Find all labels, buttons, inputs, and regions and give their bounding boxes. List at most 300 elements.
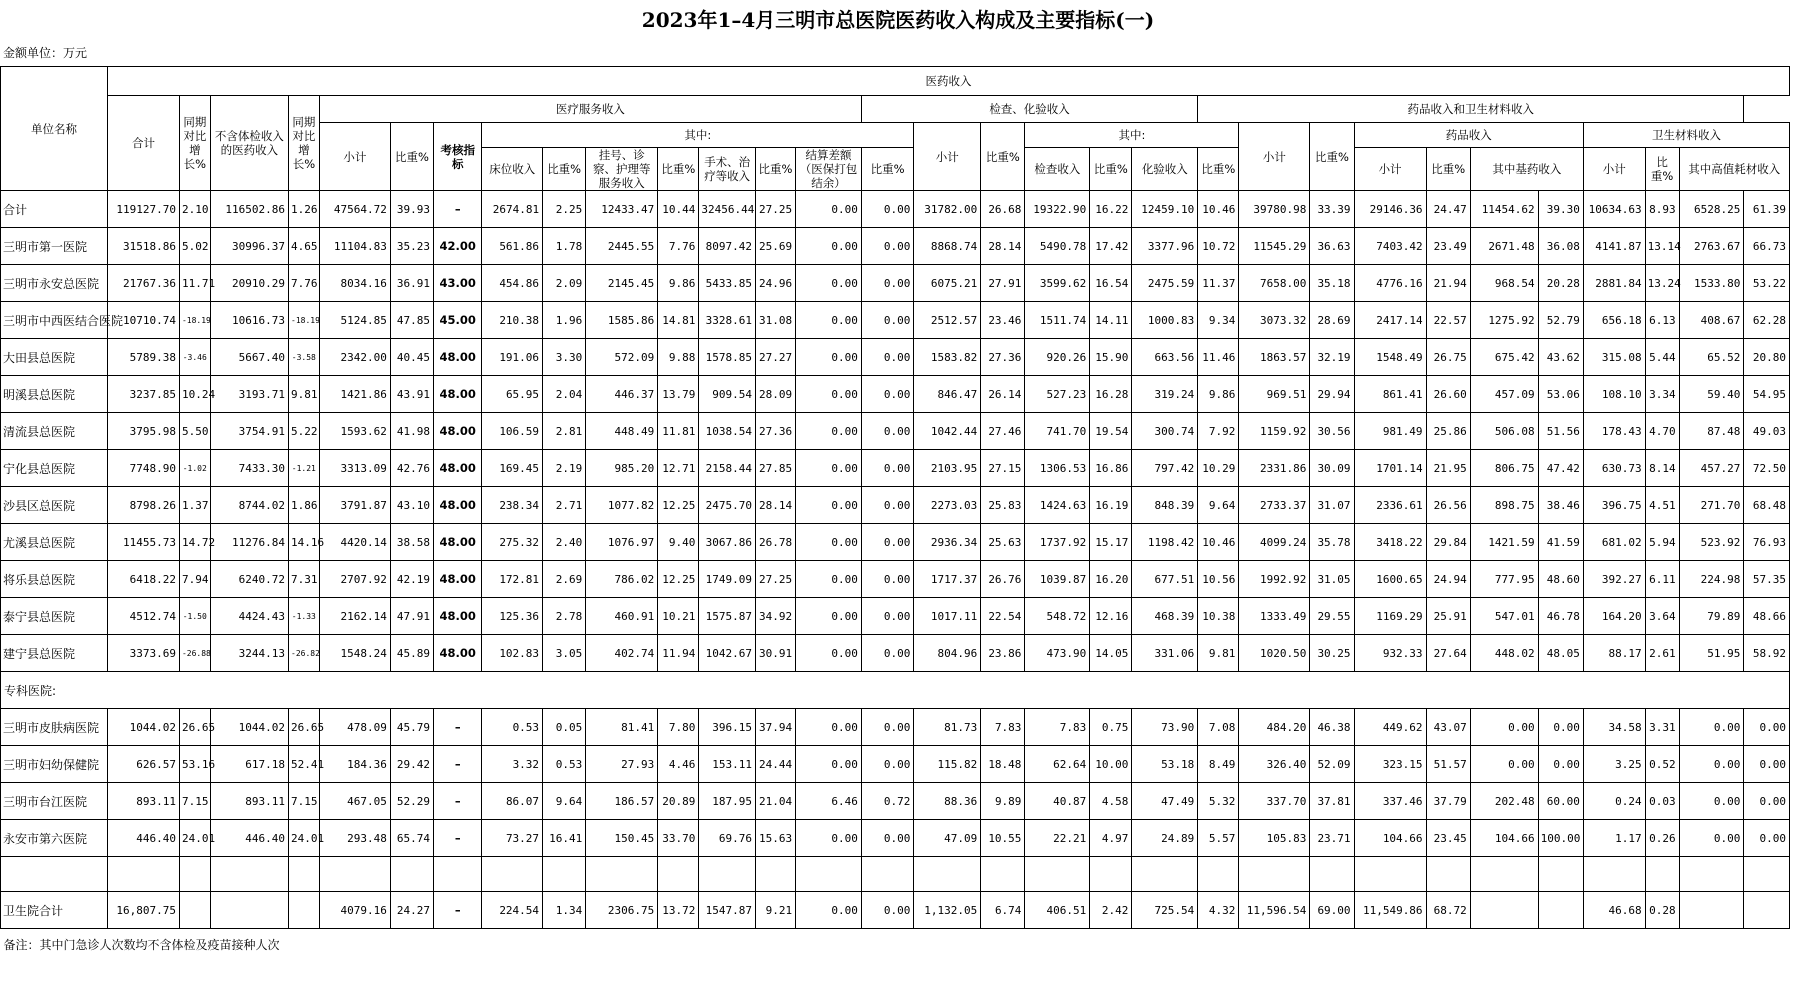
table-cell: 29.42 (390, 746, 433, 783)
table-cell: 202.48 (1470, 783, 1538, 820)
table-cell: 116502.86 (210, 191, 288, 228)
table-cell: 3193.71 (210, 376, 288, 413)
table-cell: 319.24 (1132, 376, 1198, 413)
table-cell: 506.08 (1470, 413, 1538, 450)
empty-cell (1679, 857, 1744, 892)
table-cell: 4.65 (289, 228, 320, 265)
table-cell: 23.86 (981, 635, 1025, 672)
row-name-cell: 清流县总医院 (1, 413, 108, 450)
header-high-value: 其中高值耗材收入 (1679, 148, 1789, 191)
header-exam-subtotal: 小计 (914, 123, 981, 191)
table-cell: 1.26 (289, 191, 320, 228)
header-exam-ratio: 比重% (981, 123, 1025, 191)
table-cell: 446.40 (210, 820, 288, 857)
table-cell: 238.34 (482, 487, 543, 524)
table-cell: 1.37 (179, 487, 210, 524)
table-cell: 14.16 (289, 524, 320, 561)
table-cell: 6075.21 (914, 265, 981, 302)
header-basic-drug: 其中基药收入 (1470, 148, 1583, 191)
table-cell: 5667.40 (210, 339, 288, 376)
table-cell: 178.43 (1583, 413, 1645, 450)
table-cell: 10.21 (658, 598, 699, 635)
table-cell: 3.25 (1583, 746, 1645, 783)
table-cell: 24.27 (390, 892, 433, 929)
table-cell: 43.10 (390, 487, 433, 524)
table-cell: 893.11 (107, 783, 179, 820)
table-cell: 23.49 (1426, 228, 1470, 265)
table-cell: 2.78 (543, 598, 586, 635)
table-cell: 0.53 (543, 746, 586, 783)
table-cell: – (434, 709, 482, 746)
table-cell: 18.48 (981, 746, 1025, 783)
table-cell: 73.90 (1132, 709, 1198, 746)
row-name-cell: 合计 (1, 191, 108, 228)
table-cell: 25.86 (1426, 413, 1470, 450)
table-cell: 53.18 (1132, 746, 1198, 783)
table-cell: 2512.57 (914, 302, 981, 339)
table-cell: 0.00 (861, 892, 913, 929)
table-cell: 5490.78 (1025, 228, 1090, 265)
table-cell: 187.95 (699, 783, 756, 820)
table-cell: 186.57 (586, 783, 658, 820)
table-cell: 10634.63 (1583, 191, 1645, 228)
table-cell: 1548.24 (319, 635, 390, 672)
table-row (1, 413, 1790, 450)
table-cell: 36.63 (1310, 228, 1354, 265)
table-cell: 11.37 (1198, 265, 1239, 302)
table-cell: 57.35 (1744, 561, 1790, 598)
table-cell: 0.75 (1090, 709, 1132, 746)
row-name-cell: 三明市妇幼保健院 (1, 746, 108, 783)
table-cell: 27.85 (755, 450, 795, 487)
table-cell: 46.78 (1538, 598, 1583, 635)
table-cell: 1585.86 (586, 302, 658, 339)
table-cell: 1583.82 (914, 339, 981, 376)
table-cell: 5.94 (1645, 524, 1679, 561)
empty-cell (482, 857, 543, 892)
table-cell: 0.00 (796, 709, 862, 746)
table-cell: 53.06 (1538, 376, 1583, 413)
table-cell: 11104.83 (319, 228, 390, 265)
table-cell: 0.00 (796, 561, 862, 598)
row-name-cell: 建宁县总医院 (1, 635, 108, 672)
table-cell: 69.00 (1310, 892, 1354, 929)
table-cell (1470, 892, 1538, 929)
table-cell: 7.08 (1198, 709, 1239, 746)
table-cell: 24.94 (1426, 561, 1470, 598)
table-cell: – (434, 746, 482, 783)
table-cell: 10616.73 (210, 302, 288, 339)
table-cell: 7433.30 (210, 450, 288, 487)
table-cell: 48.00 (434, 487, 482, 524)
table-cell: 0.00 (861, 709, 913, 746)
table-cell: 3795.98 (107, 413, 179, 450)
table-cell: 26.76 (981, 561, 1025, 598)
table-cell: 7.83 (981, 709, 1025, 746)
table-cell: 28.14 (981, 228, 1025, 265)
table-cell: 24.01 (289, 820, 320, 857)
table-cell: 0.00 (1679, 820, 1744, 857)
table-cell: 29.84 (1426, 524, 1470, 561)
table-cell: 65.52 (1679, 339, 1744, 376)
table-cell: 52.09 (1310, 746, 1354, 783)
table-cell: 29.94 (1310, 376, 1354, 413)
table-cell: 2.42 (1090, 892, 1132, 929)
table-cell: 969.51 (1239, 376, 1310, 413)
table-cell: 27.27 (755, 339, 795, 376)
table-cell: 1992.92 (1239, 561, 1310, 598)
table-cell: 21.94 (1426, 265, 1470, 302)
table-cell: 0.00 (796, 598, 862, 635)
table-cell: 617.18 (210, 746, 288, 783)
table-cell: 1038.54 (699, 413, 756, 450)
table-cell: 402.74 (586, 635, 658, 672)
table-cell: 0.00 (861, 265, 913, 302)
table-cell: 69.76 (699, 820, 756, 857)
row-name-cell: 三明市皮肤病医院 (1, 709, 108, 746)
header-service-income: 医疗服务收入 (319, 96, 861, 123)
table-cell: 38.58 (390, 524, 433, 561)
table-cell: 2674.81 (482, 191, 543, 228)
table-cell: 3418.22 (1354, 524, 1426, 561)
table-cell: 448.49 (586, 413, 658, 450)
table-cell: 0.00 (861, 302, 913, 339)
table-cell: 115.82 (914, 746, 981, 783)
table-cell: 21.04 (755, 783, 795, 820)
table-cell: 0.00 (796, 265, 862, 302)
table-cell: 337.46 (1354, 783, 1426, 820)
table-cell: 21767.36 (107, 265, 179, 302)
table-cell: 0.00 (796, 450, 862, 487)
table-cell: 11545.29 (1239, 228, 1310, 265)
table-cell: 9.88 (658, 339, 699, 376)
table-cell: 81.73 (914, 709, 981, 746)
empty-cell (914, 857, 981, 892)
table-cell: 468.39 (1132, 598, 1198, 635)
table-cell: 1578.85 (699, 339, 756, 376)
table-cell: 14.81 (658, 302, 699, 339)
table-cell: 968.54 (1470, 265, 1538, 302)
table-cell: 36.08 (1538, 228, 1583, 265)
table-cell: 2158.44 (699, 450, 756, 487)
table-cell: 1333.49 (1239, 598, 1310, 635)
table-cell: 105.83 (1239, 820, 1310, 857)
table-cell: 457.09 (1470, 376, 1538, 413)
row-name-cell: 三明市第一医院 (1, 228, 108, 265)
empty-cell (1538, 857, 1583, 892)
table-cell: 11276.84 (210, 524, 288, 561)
header-service-of-which: 其中: (482, 123, 914, 148)
table-cell: 23.46 (981, 302, 1025, 339)
table-cell: 28.09 (755, 376, 795, 413)
table-cell: 37.79 (1426, 783, 1470, 820)
table-cell: 2.10 (179, 191, 210, 228)
table-cell: 5.22 (289, 413, 320, 450)
table-cell: 12.71 (658, 450, 699, 487)
table-cell: 13.14 (1645, 228, 1679, 265)
table-cell: 1042.67 (699, 635, 756, 672)
table-cell: -26.82 (289, 635, 320, 672)
table-cell: 6240.72 (210, 561, 288, 598)
table-cell: 26.65 (179, 709, 210, 746)
table-cell: 81.41 (586, 709, 658, 746)
table-cell: 86.07 (482, 783, 543, 820)
table-cell: 24.96 (755, 265, 795, 302)
table-cell: 76.93 (1744, 524, 1790, 561)
table-cell: 12459.10 (1132, 191, 1198, 228)
table-cell: 0.00 (796, 376, 862, 413)
empty-cell (1132, 857, 1198, 892)
table-cell: 741.70 (1025, 413, 1090, 450)
table-cell: 12.25 (658, 487, 699, 524)
table-cell: 2162.14 (319, 598, 390, 635)
table-cell: 0.00 (796, 524, 862, 561)
table-cell: 6.74 (981, 892, 1025, 929)
table-cell: 396.75 (1583, 487, 1645, 524)
table-cell: 0.28 (1645, 892, 1679, 929)
table-cell: 1017.11 (914, 598, 981, 635)
table-cell: 786.02 (586, 561, 658, 598)
table-cell: 26.75 (1426, 339, 1470, 376)
table-cell: 16.41 (543, 820, 586, 857)
table-cell: 1.17 (1583, 820, 1645, 857)
table-cell: 27.93 (586, 746, 658, 783)
table-cell: 15.17 (1090, 524, 1132, 561)
table-cell: 2331.86 (1239, 450, 1310, 487)
header-material-ratio: 比重% (1645, 148, 1679, 191)
table-cell: 0.00 (861, 487, 913, 524)
page-title: 2023年1–4月三明市总医院医药收入构成及主要指标(一) (641, 8, 1155, 32)
table-cell: -1.50 (179, 598, 210, 635)
table-cell: 7748.90 (107, 450, 179, 487)
table-cell: – (434, 191, 482, 228)
table-cell: 51.56 (1538, 413, 1583, 450)
empty-cell (1426, 857, 1470, 892)
table-cell: 985.20 (586, 450, 658, 487)
table-cell: 108.10 (1583, 376, 1645, 413)
table-cell: 1533.80 (1679, 265, 1744, 302)
table-cell: 11.71 (179, 265, 210, 302)
table-cell: 14.05 (1090, 635, 1132, 672)
table-cell: -18.19 (179, 302, 210, 339)
table-cell: 10.56 (1198, 561, 1239, 598)
header-drug-subtotal: 小计 (1239, 123, 1310, 191)
table-cell: 0.00 (1744, 746, 1790, 783)
table-cell: 51.57 (1426, 746, 1470, 783)
table-cell: 3.05 (543, 635, 586, 672)
table-cell: 2103.95 (914, 450, 981, 487)
table-cell: 13.72 (658, 892, 699, 929)
table-cell: 87.48 (1679, 413, 1744, 450)
table-cell: 32456.44 (699, 191, 756, 228)
empty-cell (981, 857, 1025, 892)
table-cell: 9.86 (658, 265, 699, 302)
header-settlement-ratio: 比重% (861, 148, 913, 191)
table-cell: 7.80 (658, 709, 699, 746)
table-cell: 861.41 (1354, 376, 1426, 413)
table-cell: 0.00 (796, 746, 862, 783)
table-cell: 656.18 (1583, 302, 1645, 339)
table-cell: 4.32 (1198, 892, 1239, 929)
table-cell: 3.30 (543, 339, 586, 376)
table-cell: 0.00 (861, 561, 913, 598)
table-cell: – (434, 820, 482, 857)
row-name-cell: 三明市永安总医院 (1, 265, 108, 302)
table-cell: 0.26 (1645, 820, 1679, 857)
row-name-cell: 卫生院合计 (1, 892, 108, 929)
table-cell: 14.11 (1090, 302, 1132, 339)
empty-cell (319, 857, 390, 892)
table-cell: 1.86 (289, 487, 320, 524)
table-cell: 2306.75 (586, 892, 658, 929)
table-cell: 0.00 (861, 635, 913, 672)
table-cell: 31.07 (1310, 487, 1354, 524)
blank-row (1, 857, 1790, 892)
table-cell: 677.51 (1132, 561, 1198, 598)
table-cell: 20.80 (1744, 339, 1790, 376)
table-cell: 8.49 (1198, 746, 1239, 783)
header-service-ratio: 比重% (390, 123, 433, 191)
table-cell: 10710.74 (107, 302, 179, 339)
table-cell: 35.23 (390, 228, 433, 265)
header-exam-income: 检查收入 (1025, 148, 1090, 191)
table-cell: 408.67 (1679, 302, 1744, 339)
row-name-cell: 明溪县总医院 (1, 376, 108, 413)
table-cell: 48.00 (434, 598, 482, 635)
table-cell: 2475.70 (699, 487, 756, 524)
table-cell: 1421.59 (1470, 524, 1538, 561)
table-cell: 920.26 (1025, 339, 1090, 376)
table-cell: 13.24 (1645, 265, 1679, 302)
table-cell: 47564.72 (319, 191, 390, 228)
header-exam-income-ratio: 比重% (1090, 148, 1132, 191)
table-cell: -3.58 (289, 339, 320, 376)
table-cell: 446.37 (586, 376, 658, 413)
table-cell: 26.78 (755, 524, 795, 561)
table-cell: 315.08 (1583, 339, 1645, 376)
empty-cell (1645, 857, 1679, 892)
table-cell: 1.34 (543, 892, 586, 929)
header-reg-ratio: 比重% (658, 148, 699, 191)
table-cell: 184.36 (319, 746, 390, 783)
table-cell: 13.79 (658, 376, 699, 413)
table-cell: 191.06 (482, 339, 543, 376)
table-cell: 0.00 (861, 376, 913, 413)
table-cell: 2.69 (543, 561, 586, 598)
empty-cell (1354, 857, 1426, 892)
table-cell: 33.70 (658, 820, 699, 857)
table-cell: 2.81 (543, 413, 586, 450)
table-cell: 4.51 (1645, 487, 1679, 524)
table-cell: 2671.48 (1470, 228, 1538, 265)
table-cell: 49.03 (1744, 413, 1790, 450)
table-cell: 449.62 (1354, 709, 1426, 746)
table-cell: 527.23 (1025, 376, 1090, 413)
table-cell: 0.00 (861, 450, 913, 487)
table-cell: 48.00 (434, 524, 482, 561)
table-cell: 1.78 (543, 228, 586, 265)
table-cell: 119127.70 (107, 191, 179, 228)
table-cell: 37.94 (755, 709, 795, 746)
table-cell: 11454.62 (1470, 191, 1538, 228)
table-cell: 1863.57 (1239, 339, 1310, 376)
table-cell: 446.40 (107, 820, 179, 857)
table-cell: 30996.37 (210, 228, 288, 265)
table-cell (179, 892, 210, 929)
table-cell: 48.00 (434, 450, 482, 487)
empty-cell (1583, 857, 1645, 892)
table-cell: 33.39 (1310, 191, 1354, 228)
table-cell: 806.75 (1470, 450, 1538, 487)
table-cell: 73.27 (482, 820, 543, 857)
table-cell: 43.07 (1426, 709, 1470, 746)
table-cell: 16.19 (1090, 487, 1132, 524)
table-cell: 38.46 (1538, 487, 1583, 524)
empty-cell (658, 857, 699, 892)
table-cell: 16.22 (1090, 191, 1132, 228)
table-cell: 8868.74 (914, 228, 981, 265)
table-cell: 36.91 (390, 265, 433, 302)
table-cell: 2.61 (1645, 635, 1679, 672)
empty-cell (586, 857, 658, 892)
table-cell: 1737.92 (1025, 524, 1090, 561)
table-cell: 932.33 (1354, 635, 1426, 672)
table-cell: 32.19 (1310, 339, 1354, 376)
table-cell: 0.00 (1679, 746, 1744, 783)
table-cell: 392.27 (1583, 561, 1645, 598)
table-header (1, 67, 1790, 191)
table-cell: 7.15 (179, 783, 210, 820)
row-name-cell: 将乐县总医院 (1, 561, 108, 598)
table-cell: 1,132.05 (914, 892, 981, 929)
table-cell: 88.36 (914, 783, 981, 820)
table-cell: 4776.16 (1354, 265, 1426, 302)
table-cell: 45.00 (434, 302, 482, 339)
table-cell: 45.79 (390, 709, 433, 746)
table-cell: 0.05 (543, 709, 586, 746)
table-cell: 1039.87 (1025, 561, 1090, 598)
table-cell: 663.56 (1132, 339, 1198, 376)
row-name-cell: 尤溪县总医院 (1, 524, 108, 561)
table-cell: 484.20 (1239, 709, 1310, 746)
table-cell: 0.00 (1538, 746, 1583, 783)
table-cell: 25.91 (1426, 598, 1470, 635)
header-assessment: 考核指标 (434, 123, 482, 191)
header-drug-ratio-2: 比重% (1426, 148, 1470, 191)
table-cell: 0.00 (1744, 709, 1790, 746)
table-cell: 0.00 (861, 820, 913, 857)
specialty-label: 专科医院: (1, 672, 1790, 709)
table-cell: 337.70 (1239, 783, 1310, 820)
table-row (1, 709, 1790, 746)
table-cell: 9.64 (543, 783, 586, 820)
table-cell: 0.00 (1744, 820, 1790, 857)
table-cell: 65.95 (482, 376, 543, 413)
table-cell: 2145.45 (586, 265, 658, 302)
empty-cell (1090, 857, 1132, 892)
table-cell: 7658.00 (1239, 265, 1310, 302)
table-cell: 846.47 (914, 376, 981, 413)
table-cell: 457.27 (1679, 450, 1744, 487)
header-bed: 床位收入 (482, 148, 543, 191)
table-cell: 0.00 (796, 892, 862, 929)
table-cell: 6418.22 (107, 561, 179, 598)
table-cell: 46.38 (1310, 709, 1354, 746)
table-cell: 1593.62 (319, 413, 390, 450)
table-row (1, 561, 1790, 598)
table-cell: 0.00 (796, 413, 862, 450)
table-cell: 2475.59 (1132, 265, 1198, 302)
